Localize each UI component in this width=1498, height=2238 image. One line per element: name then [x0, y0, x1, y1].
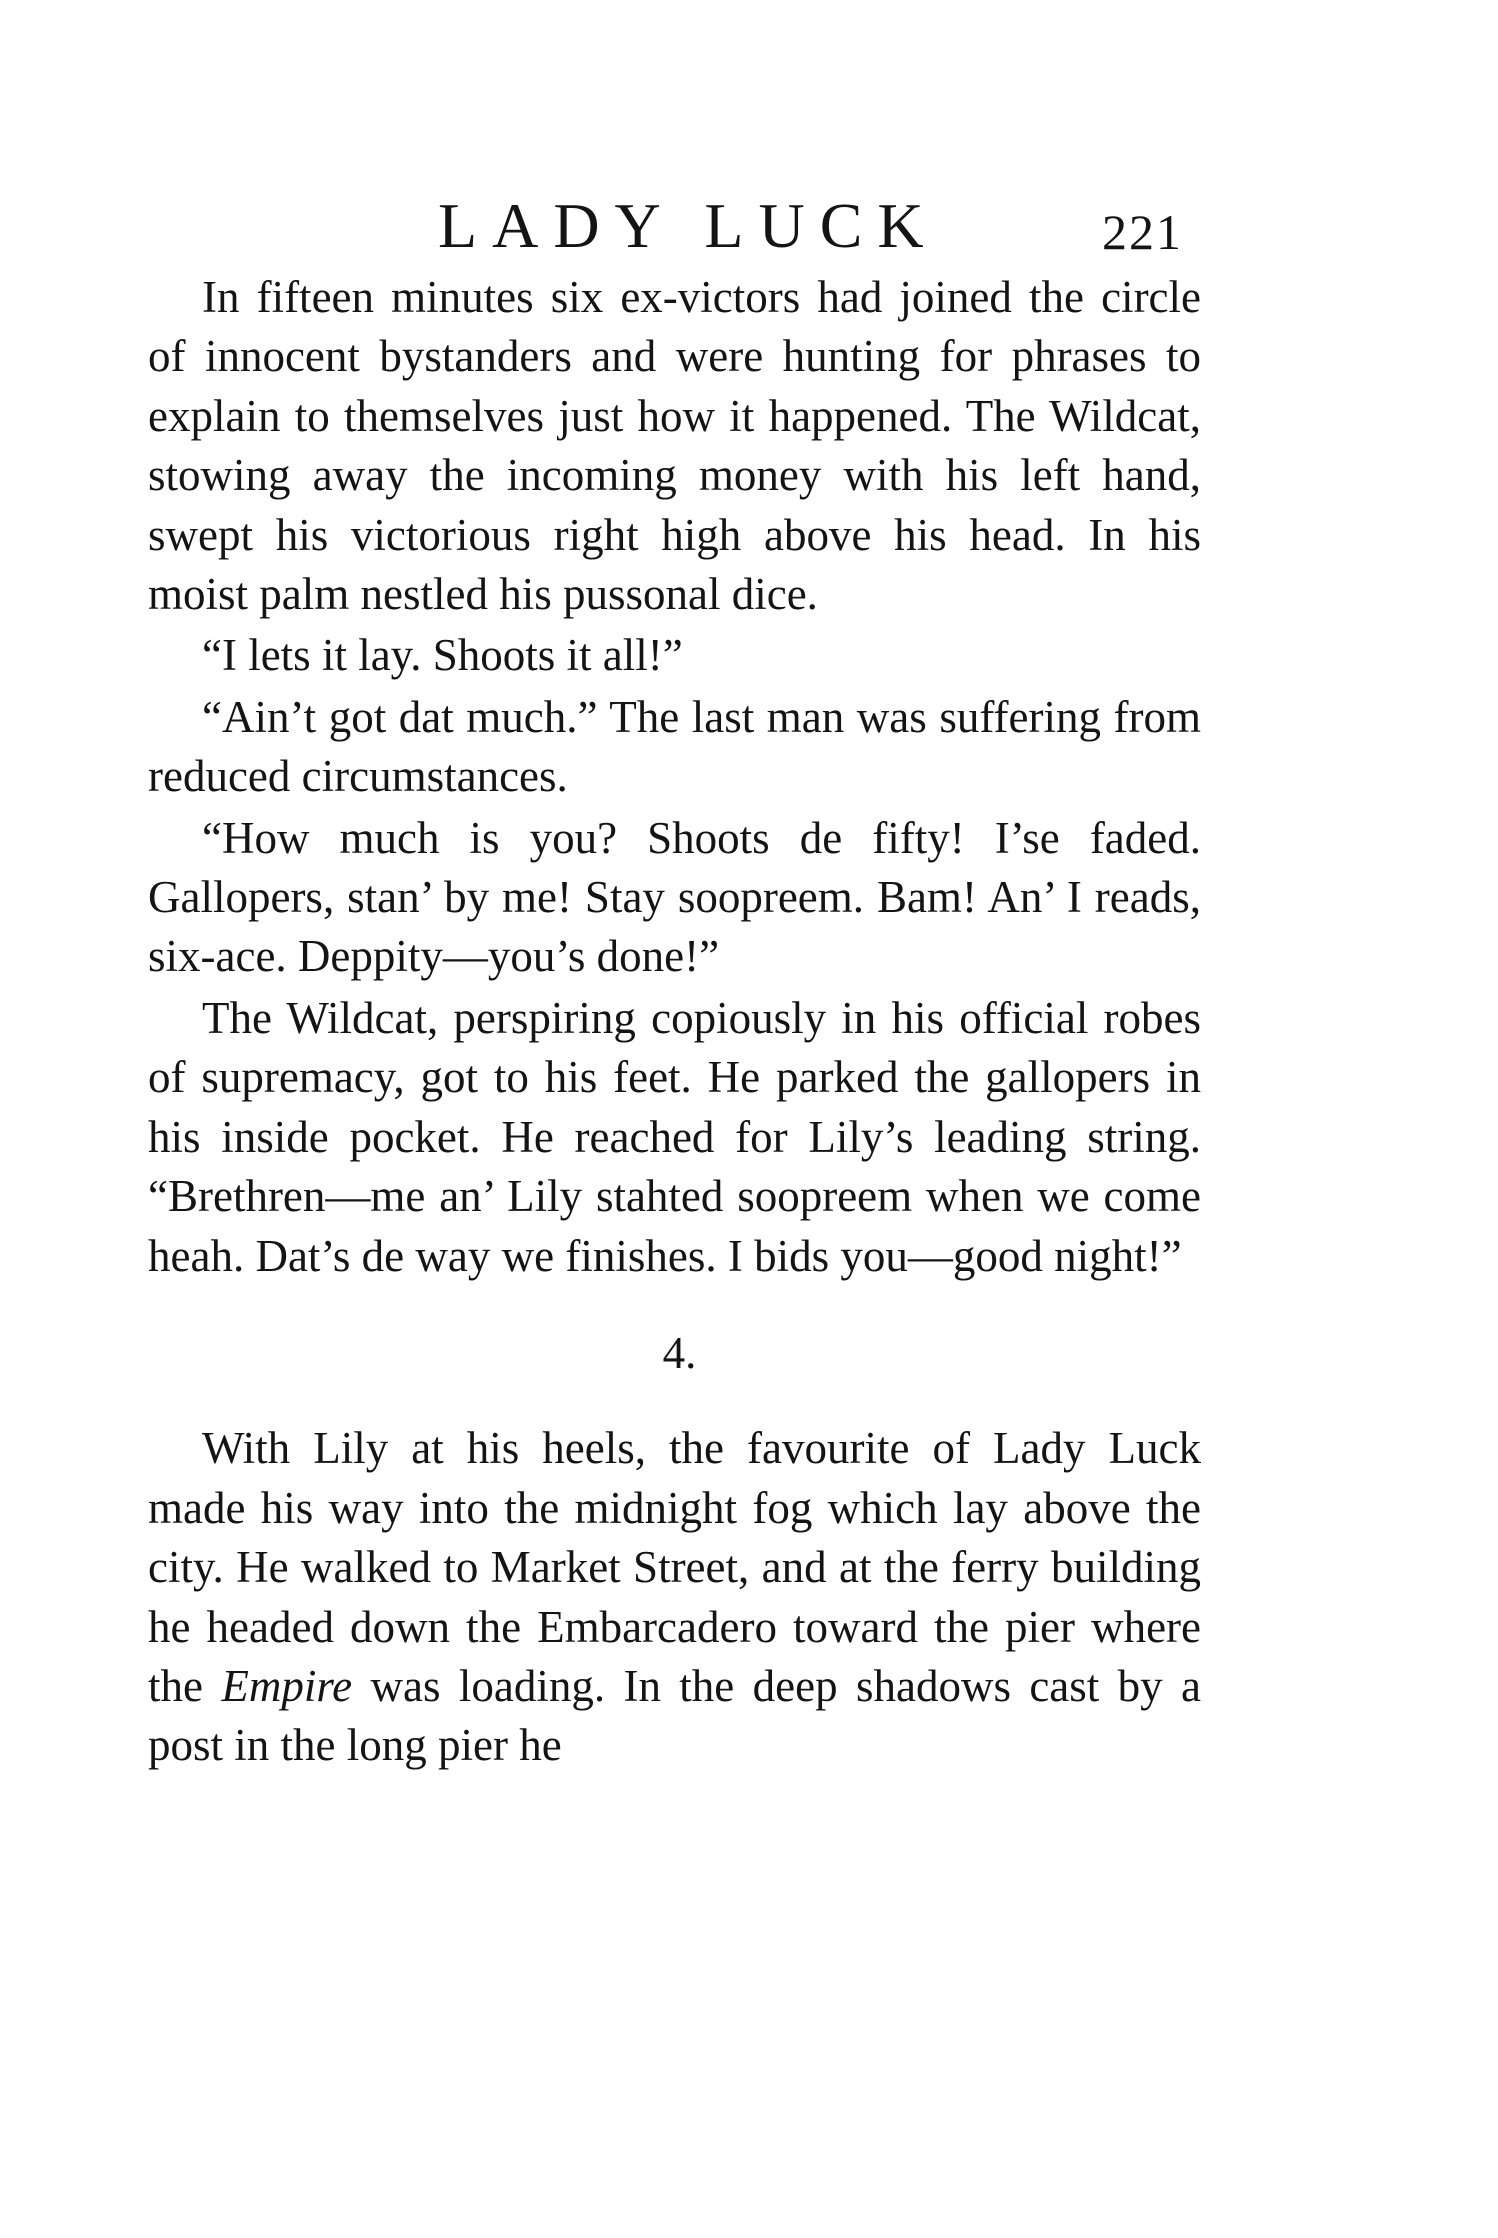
paragraph-lets-it-lay: “I lets it lay. Shoots it all!” — [202, 630, 683, 681]
paragraph-lily-at-heels — [148, 1419, 1201, 1775]
section-number: 4. — [662, 1327, 697, 1378]
page-number: 221 — [1102, 204, 1183, 260]
ship-name: Empire — [221, 1660, 353, 1711]
paragraph-text-start: With Lily at his heels, the favourite of Lady Luck made his way into the midnight fog which lay above the city. He walked to Market Street, and at the ferry building he headed down the Embarcadero toward the pier where the — [148, 1423, 1201, 1711]
paragraph-dice-game: In fifteen minutes six ex-victors had joined the circle of innocent bystanders and were hunting for phrases to explain to themselves just how it happened. The Wildcat, stowing away the incoming money with his left hand, swept his victorious right high above his head. In his moist palm nestled his pussonal dice. — [148, 272, 1201, 620]
paragraph-aint-got: “Ain’t got dat much.” The last man was suffering from reduced circumstances. — [148, 691, 1201, 802]
paragraph-wildcat-leaves: The Wildcat, perspiring copiously in his official robes of supremacy, got to his feet. He parked the gallopers in his inside pocket. He reached for Lily’s leading string. “Brethren—me an’ Lily stahted soopreem when we come heah. Dat’s de way we finishes. I bids you—good night!” — [148, 992, 1201, 1281]
running-head — [0, 186, 1498, 266]
body-text — [148, 268, 1201, 1778]
paragraph-how-much: “How much is you? Shoots de fifty! I’se faded. Gallopers, stan’ by me! Stay soopreem. Bam! An’ I reads, six-ace. Deppity—you’s done!” — [148, 812, 1201, 982]
running-title: LADY LUCK — [438, 190, 939, 261]
paragraph-text-end: was loading. In the deep shadows cast by a post in the long pier he — [148, 1660, 1201, 1771]
